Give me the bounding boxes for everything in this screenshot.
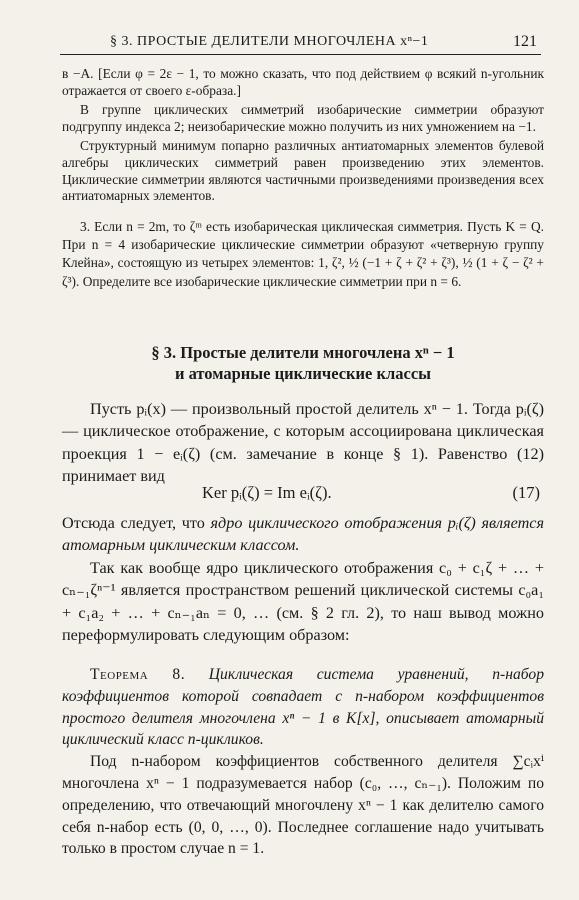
exercise-paragraph: в −A. [Если φ = 2ε − 1, то можно сказать, что под действием φ всякий n-угольник отражается от своего ε-образа.] — [62, 66, 544, 98]
section-heading — [62, 342, 544, 384]
formula: Ker pᵢ(ζ) = Im eᵢ(ζ). — [202, 483, 332, 502]
exercise-notes — [62, 66, 544, 205]
formula-number: (17) — [512, 483, 540, 502]
exercise-3 — [62, 218, 544, 291]
emphasis-text: ядро циклического отображения pᵢ(ζ) является атомарным циклическим классом. — [62, 514, 545, 555]
exercise-paragraph: 3. Если n = 2m, то ζᵐ есть изобарическая циклическая симметрия. Пусть K = Q. При n = 4 изобарические циклические симметрии образуют «четверную группу Клейна», состоящую из четырех элементов: 1, ζ², ½ (−1 + ζ + ζ² + ζ³), ½ (1 + ζ − ζ² + ζ³). Определите все изобарические циклические симметрии при n = 6. — [62, 219, 544, 289]
running-head-title: § 3. ПРОСТЫЕ ДЕЛИТЕЛИ МНОГОЧЛЕНА xⁿ−1 — [110, 34, 429, 49]
theorem-8 — [62, 664, 544, 860]
body-paragraph — [62, 512, 544, 557]
theorem-statement — [62, 664, 544, 751]
body-text-2 — [62, 512, 544, 646]
exercise-paragraph: Структурный минимум попарно различных антиатомарных элементов булевой алгебры циклических симметрий равен произведению этих элементов. Циклические симметрии являются частичными произведениями произведения всех антиатомарных элементов. — [62, 138, 544, 204]
running-head — [60, 32, 541, 55]
body-paragraph: Так как вообще ядро циклического отображения c₀ + c₁ζ + … + cₙ₋₁ζⁿ⁻¹ является пространством решений циклической системы c₀a₁ + c₁a₂ + … + cₙ₋₁aₙ = 0, … (см. § 2 гл. 2), то наш вывод можно переформулировать следующим образом: — [62, 558, 544, 645]
theorem-label: Теорема 8. — [90, 666, 186, 683]
body-text-1 — [62, 398, 544, 488]
page-number: 121 — [513, 33, 537, 50]
formula-17 — [62, 483, 544, 507]
theorem-text: Циклическая система уравнений, n-набор коэффициентов которой совпадает с n-набором коэффициентов простого делителя многочлена xⁿ − 1 в K[x], описывает атомарный циклический класс n-цикликов. — [62, 666, 545, 749]
body-text: Отсюда следует, что — [62, 514, 211, 532]
body-paragraph: Пусть pᵢ(x) — произвольный простой делитель xⁿ − 1. Тогда pᵢ(ζ) — циклическое отображение, с которым ассоциирована циклическая проекция 1 − eᵢ(ζ) (см. замечание в конце § 1). Равенство (12) принимает вид — [62, 400, 544, 486]
section-title-line-2: и атомарные циклические классы — [174, 364, 432, 383]
exercise-paragraph: В группе циклических симметрий изобарические симметрии образуют подгруппу индекса 2; неизобарические можно получить из них умножением на −1. — [62, 102, 544, 134]
theorem-remark: Под n-набором коэффициентов собственного делителя ∑cᵢxⁱ многочлена xⁿ − 1 подразумевается набор (c₀, …, cₙ₋₁). Положим по определению, что отвечающий многочлену xⁿ − 1 как делителю самого себя n-набор есть (0, 0, …, 0). Последнее соглашение надо учитывать только в простом случае n = 1. — [62, 753, 544, 858]
section-title-line-1: § 3. Простые делители многочлена xⁿ − 1 — [151, 343, 455, 362]
